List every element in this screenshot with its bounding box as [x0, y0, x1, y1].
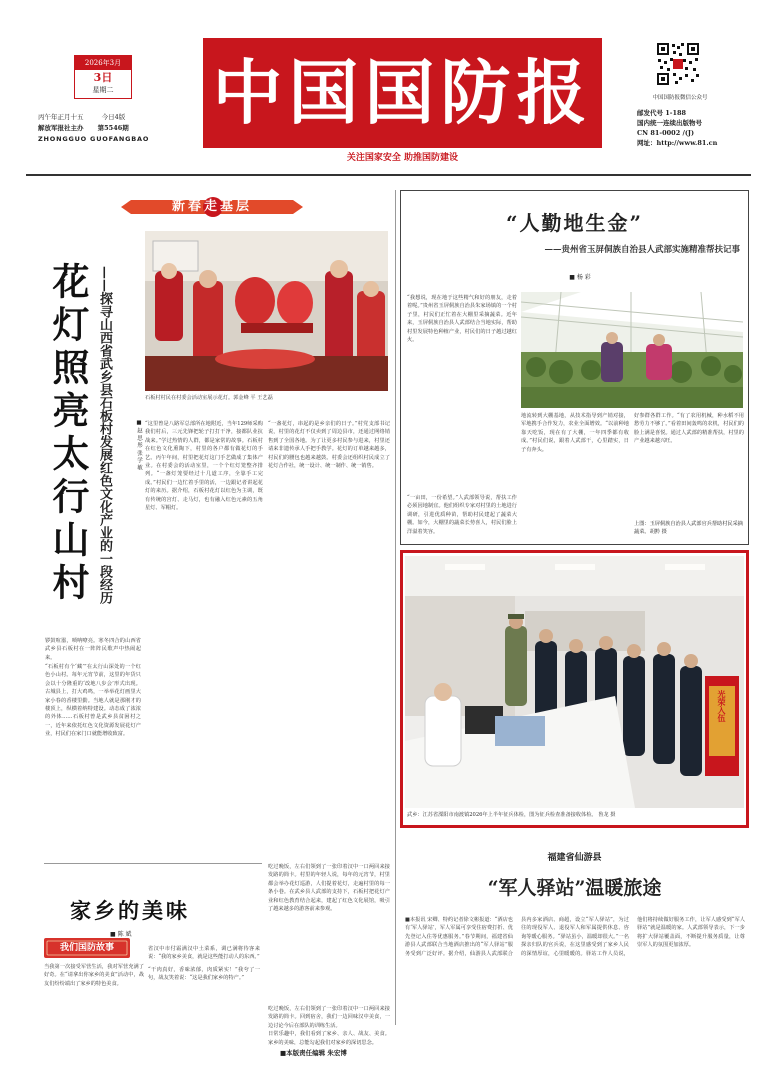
qr-caption: 中国国防报微信公众号	[652, 95, 708, 101]
masthead-divider	[26, 174, 751, 176]
masthead	[0, 0, 777, 175]
story1-kicker	[117, 196, 307, 218]
title-banner	[203, 38, 602, 148]
story1-col1: “石板村有个‘藏’”在太行山深处的一个红色小山村。每年元宵节前，这里的年货只会以十分隆重的‘改地八步会’形式出现。古城县上，打大鸡鸣，一举举花灯画里大家小春的香楼里勤。当地人就是那刚才的楼顶上，纵横着纳特建设。动态成了浓浓的外体……石板村曾是武乡县贫困村之一，近年来依托红色文化资源发展花灯产业，村民们在家门口就能增收致富。	[45, 664, 141, 738]
photo3-banner: 光荣入伍	[717, 690, 727, 722]
story1-lead: 锣鼓喧嚣，唢呐嘹亮。寒冬四合的山西省武乡县石板村在一阵阵民歌声中热闹起来。	[45, 638, 141, 661]
essay-col3	[268, 1005, 390, 1045]
story2-col2: “一亩田，一份希望。”人武部领导说，帮扶工作必须因地制宜。他们组织专家对村里的土地进行调研，引进优质种苗，帮助村民建起了蔬菜大棚。如今，大棚里的蔬菜长势喜人，村民们脸上洋溢着笑容。	[407, 495, 517, 535]
qr-code	[655, 41, 701, 87]
story1-headline	[44, 262, 92, 632]
story1-col3: “一盏花灯，串起的是乡亲们的日子。”村党支部书记说，村里的花灯不仅卖到了周边县市，还通过网络销售到了全国各地。为了让更多村民参与进来，村里还请来非遗传承人手把手教学。花灯的订单越来越多，村民们的腰包也越来越鼓。村委会还组织村民成立了花灯合作社，统一设计、统一制作、统一销售。	[268, 421, 390, 470]
date-box	[74, 55, 132, 99]
essay-kicker	[44, 938, 130, 958]
essay-byline: ■ 陈 斌	[110, 931, 132, 938]
story1-photo-caption: 石板村村民在村委会活动室展示花灯。郭金峰 平 王艺磊	[145, 395, 273, 401]
postal-info	[637, 108, 767, 148]
essay-col2	[148, 945, 260, 1065]
story2-photo	[521, 292, 743, 408]
story1-col4: 吃过晚饭，左右们领到了一张印着汉中一口两回来接发路的简卡。村里的年轻人说，每年的元宵节，村里都会举办花灯巡游，人们提着花灯，走遍村里的每一条小巷。在武乡县人武部的支持下，石板村把花灯产业和红色教育结合起来，建起了红色文化展馆，吸引了越来越多的游客前来参观。	[268, 864, 390, 913]
serial-number: CN 81-0002 /(J)	[637, 129, 695, 137]
photo3-image	[405, 556, 744, 808]
publisher: 解放军报社主办	[38, 124, 84, 132]
story2-byline: ■ 杨 彩	[569, 274, 591, 281]
story2-photo-caption: 上图：玉屏侗族自治县人武部官兵帮助村民采摘蔬菜。胡黔 摄	[634, 521, 743, 535]
story3-kicker: 福建省仙游县	[547, 853, 602, 863]
essay-kicker-text: 我们国防故事	[59, 943, 114, 953]
date-day: 3日	[93, 71, 113, 84]
story2-col1: “我想说，现在地于这些精气和好的朋友，走着着呢。”贵州省玉屏侗族自治县朱家场镇的一个村子里，村民们正忙着在大棚里采摘蔬菜。近年来，玉屏侗族自治县人武部结合当地实际，帮助村里发展特色种植产业，村民们的日子越过越红火。	[407, 295, 517, 344]
story1-subheadline	[93, 266, 115, 626]
story1-kicker-text: 新春走基层	[171, 199, 252, 214]
story3-headline: “军人驿站”温暖旅途	[487, 877, 662, 899]
center-divider	[395, 190, 396, 1025]
issue-number: 第5546期	[97, 124, 129, 132]
serial-label: 国内统一连续出版物号	[637, 119, 702, 127]
slogan: 关注国家安全 助推国防建设	[346, 153, 459, 163]
story1-headline-text: 花灯照亮太行山村	[46, 262, 90, 606]
pages-count: 今日4版	[101, 113, 126, 121]
story1-byline-2: 张 学 敏	[136, 449, 142, 470]
paper-title: 中国国防报	[212, 51, 593, 134]
story2-headline: “人勤地生金”	[505, 211, 643, 235]
essay-col1: 当我第一次接受军营生活，我对军营充满了好奇。在“请拿出你家乡的美食”活动中，战友们纷纷端出了家乡的特色美食。	[44, 964, 144, 987]
story1-col2: “这里曾是八路军总部所在地附近，当年129师采购我们村后，三元先锋把轮子打打干净，接都队业抗战来。”学过热情的人群，都是家常的故事。石板村在红色文化熏陶下，村里的各户都有做花灯的手艺。丙午年间，村里把花灯这门手艺做成了集体产业。在村委会的活动室里，一个个红灯笼整齐排列。“一盏灯笼要经过十几道工序，全靠手工完成。”村民们一边忙着手里的活，一边跟记者讲起花灯的来历。据介绍，石板村花灯以红色为主调，既有传统的宫灯、走马灯，也有融入红色元素的五角星灯、军帽灯。	[145, 421, 263, 512]
story1-byline	[120, 420, 144, 490]
story1-byline-1: ■ 赵 思 彤	[136, 420, 142, 448]
essay-divider	[44, 863, 262, 864]
date-weekday: 星期二	[92, 86, 114, 94]
essay-text-d: 省汉中市付霜满汉中土菜系，调已满将待客来说：“我的家乡美食，就是这些能打动人的东西。”	[148, 946, 260, 961]
page-footer-editor: ■本版责任编辑 朱宏博	[280, 1049, 347, 1057]
date-month: 2026年3月	[75, 56, 131, 70]
story2-subheadline: ——贵州省玉屏侗族自治县人武部实施精准帮扶记事	[544, 245, 740, 255]
story1-subheadline-text: ——探寻山西省武乡县石板村发展红色文化产业的一段经历	[97, 266, 112, 604]
story2-col4: 好参群各群工作。“有了农用机械，种水稻不用愁劳力不够了。”看着田间轰鸣的农机，村民们的脸上满是喜悦。通过人武部的精准帮扶，村里的产业越来越兴旺。	[634, 413, 744, 445]
story3-body: ■本报讯 宋卿、特约记者徐文彬报道：“酒店也有‘军人驿站’，军人军属可享受住宿费打折、优先登记入住等优惠服务。”春节期间，福建省仙游县人武部联合当地酒店推出的“军人驿站”服务受到广泛好评。据介绍，仙游县人武部联合县内多家酒店、商超，设立“军人驿站”，为过往的现役军人、退役军人和军属提供休息、咨询等暖心服务。“驿站虽小，温暖却很大。”一名探亲归队的官兵说，在这里感受到了家乡人民的深情厚谊，心里暖暖的。驿站工作人员说，他们将持续做好服务工作，让军人感受到“军人驿站”就是温暖的家。人武部领导表示，下一步将扩大驿站覆盖面，不断提升服务质量，让尊崇军人的氛围更加浓厚。	[405, 917, 745, 957]
pinyin-title: ZHONGGUO GUOFANGBAO	[38, 135, 150, 143]
essay-headline: 家乡的美味	[70, 898, 190, 923]
essay-text-e: “干肉真好，香味浓郁，肉质紧实！”我夸了一句，战友笑着说：“这是我们家乡的特产。”	[148, 966, 260, 982]
story2-col3: 地流转到大棚基地，从技术指导到产销对接，军地携手合作发力，农业全面增效。“以前种地靠天吃饭，现在有了大棚，一年四季都有收成。”村民们说，跟着人武部干，心里踏实，日子有奔头。	[521, 413, 629, 453]
issue-info	[38, 112, 198, 145]
lunar-date: 丙午年正月十五	[38, 113, 84, 121]
essay-text-a: 吃过晚饭，左右们领到了一张印着汉中一口两回来接发路的简卡。回到宿舍，我们一边回味汉中美食，一边讨论今后在部队的训练生活。	[268, 1006, 390, 1029]
postal-code: 邮发代号 1-188	[637, 109, 687, 117]
website: 网址：http://www.81.cn	[637, 139, 718, 147]
story1-photo	[145, 231, 388, 391]
photo3-caption: 武乡：江苏省溧阳市南渡镇2026年上半年征兵体检，图为征兵检查准备接收体检。 鲁龙 摄	[407, 812, 616, 818]
essay-text-b: 日常乐趣中，我们看到了家乡、亲人、战友、美食。家乡的美味，总能勾起我们对家乡的深切思念。	[268, 1031, 390, 1045]
